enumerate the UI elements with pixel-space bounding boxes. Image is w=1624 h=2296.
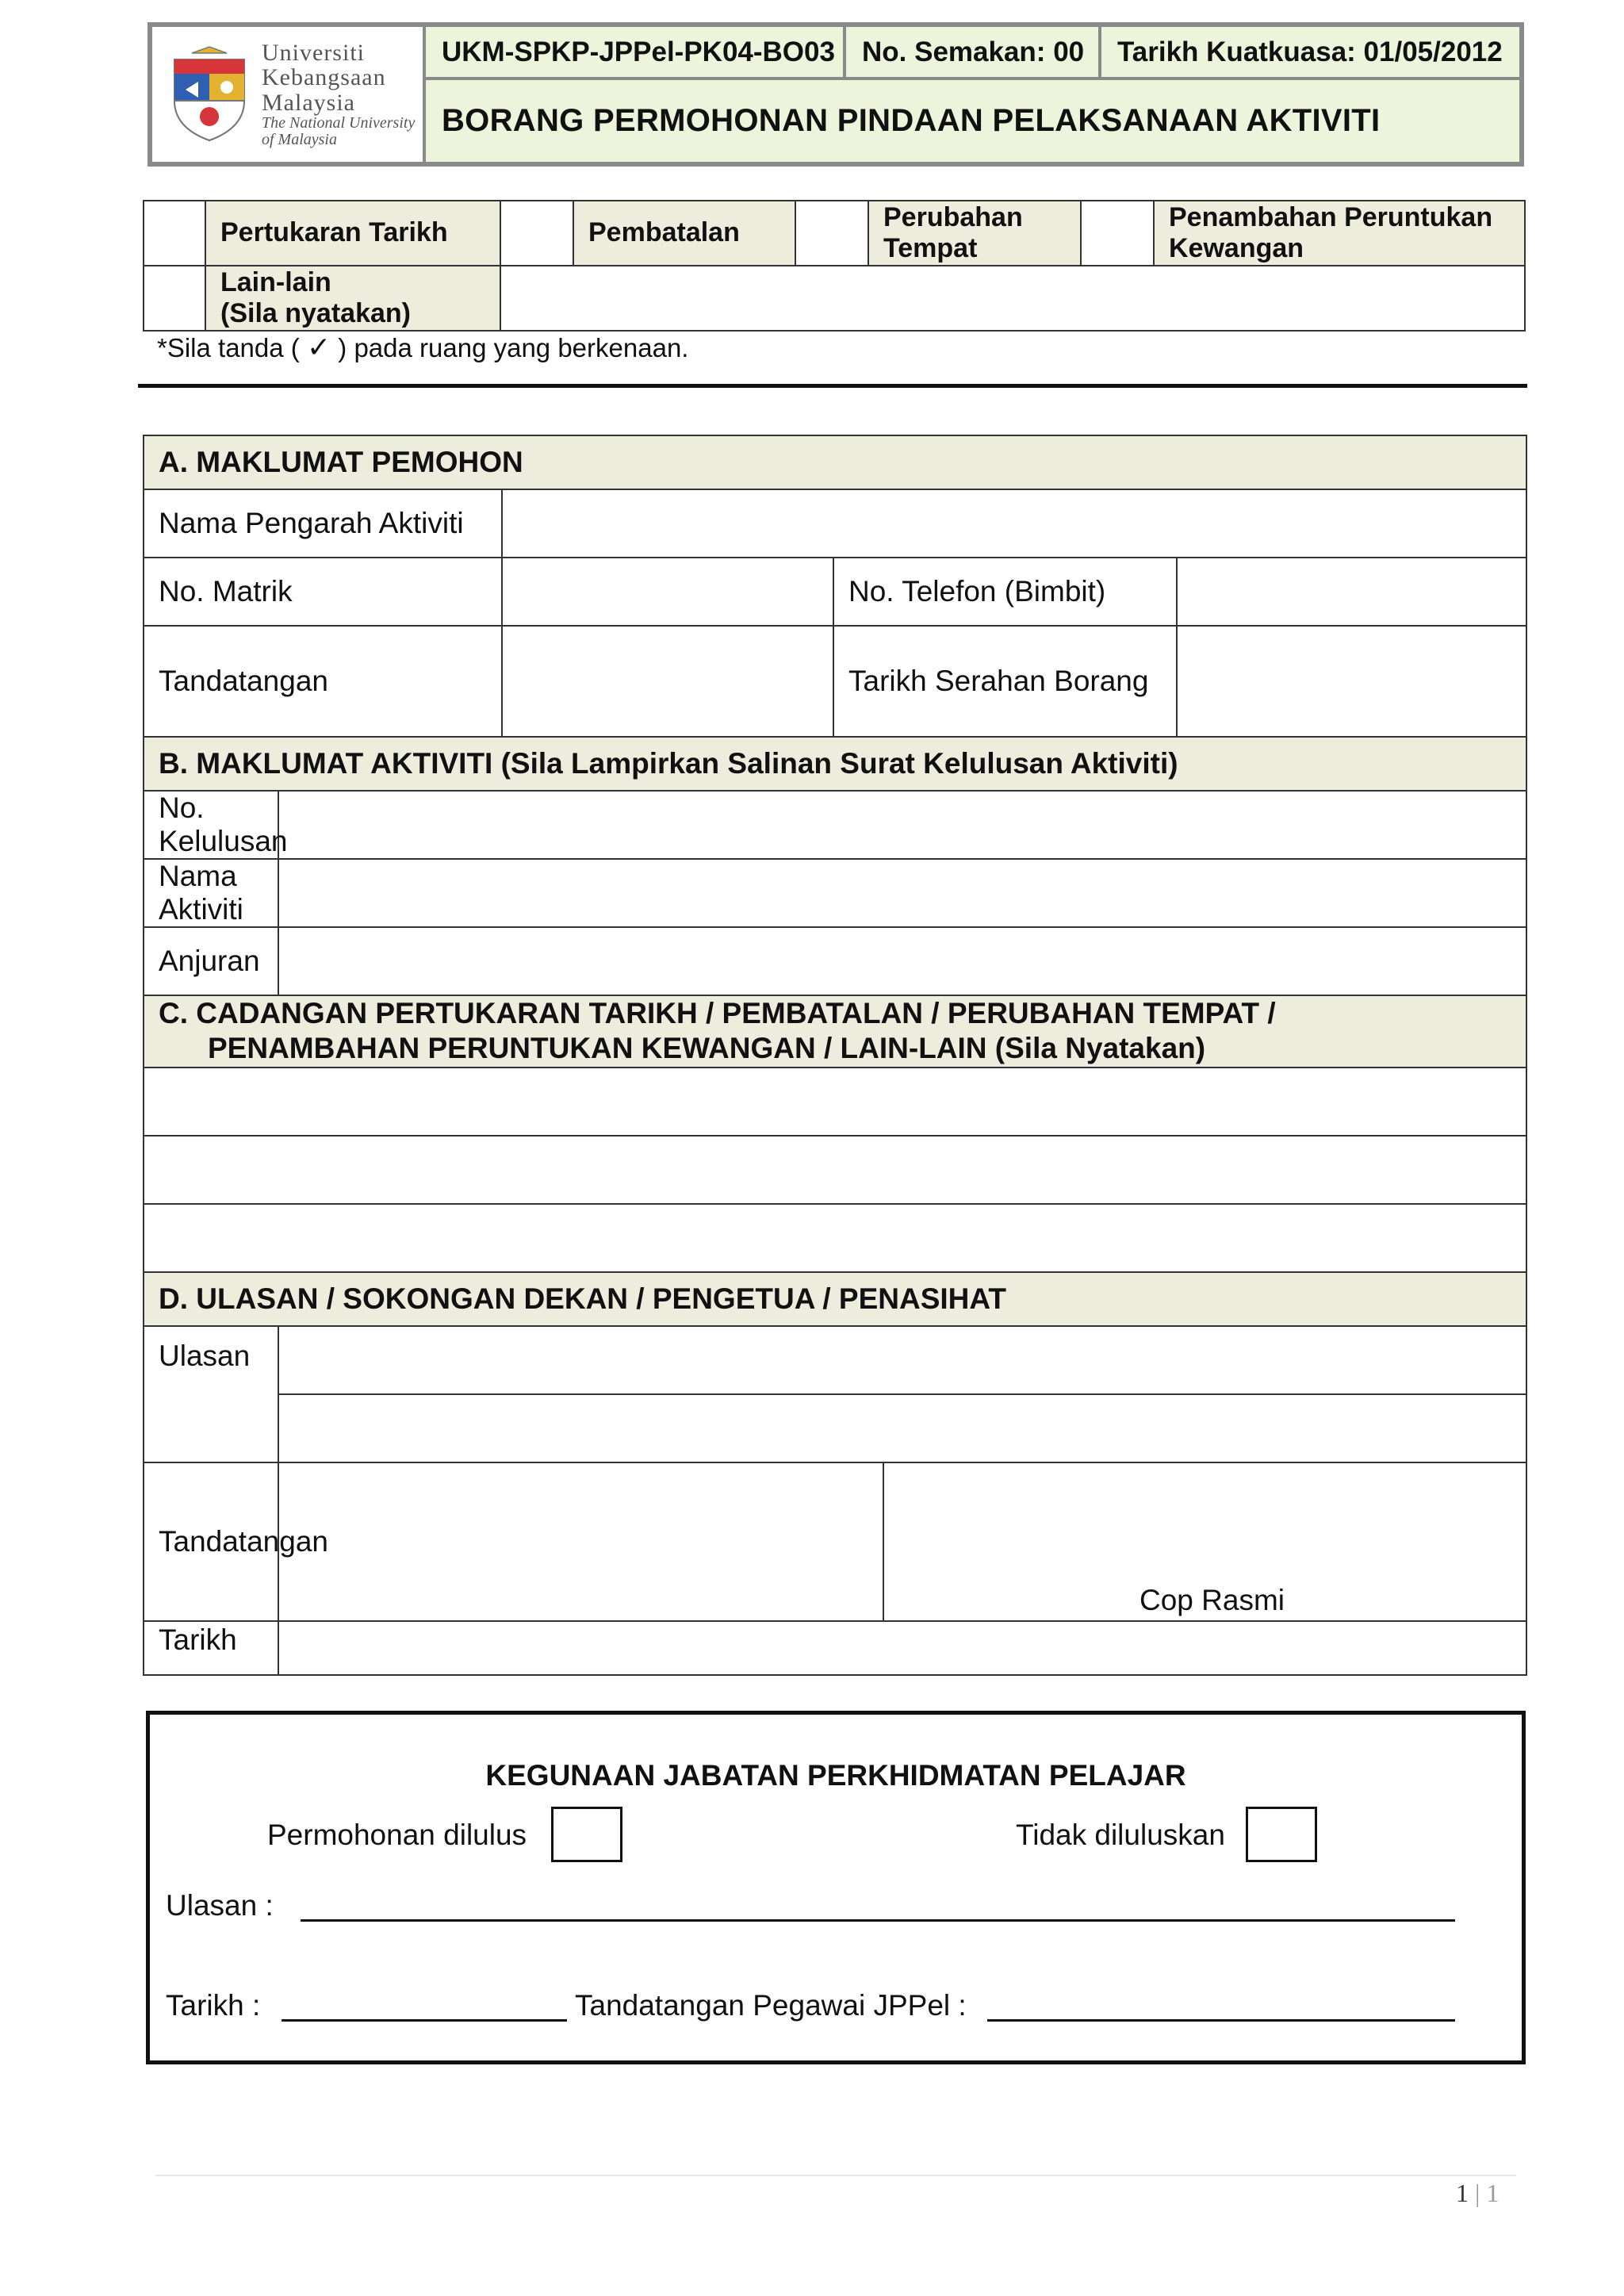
footer-rule	[155, 2175, 1516, 2176]
logo-university: Universiti	[262, 39, 365, 66]
logo-tagline-1: The National University	[262, 114, 416, 132]
cancellation-checkbox[interactable]	[500, 201, 573, 266]
section-b-title: B. MAKLUMAT AKTIVITI (Sila Lampirkan Salinan Surat Kelulusan Aktiviti)	[144, 737, 1526, 791]
applicant-signature-field[interactable]	[502, 626, 833, 737]
date-change-checkbox[interactable]	[144, 201, 205, 266]
organizer-field[interactable]	[278, 927, 1526, 995]
activity-name-field[interactable]	[278, 859, 1526, 927]
dean-review-label: Ulasan	[144, 1326, 278, 1462]
logo-kebangsaan: Kebangsaan	[262, 64, 386, 91]
dean-signature-label: Tandatangan	[144, 1462, 278, 1621]
venue-change-label-line2: Tempat	[883, 233, 978, 263]
checkmark-icon: ✓	[306, 332, 331, 364]
form-title: BORANG PERMOHONAN PINDAAN PELAKSANAAN AKTIVITI	[424, 79, 1522, 164]
official-stamp-label: Cop Rasmi	[1139, 1583, 1285, 1616]
others-label-line2: (Sila nyatakan)	[220, 298, 411, 328]
phone-field[interactable]	[1177, 558, 1526, 626]
date-change-label: Pertukaran Tarikh	[205, 201, 500, 266]
office-use-box	[146, 1711, 1526, 2064]
director-name-label: Nama Pengarah Aktiviti	[144, 489, 502, 558]
not-approved-checkbox[interactable]	[1246, 1807, 1317, 1862]
page-separator: |	[1469, 2179, 1487, 2207]
others-label	[205, 266, 500, 331]
official-stamp-field[interactable]	[883, 1462, 1526, 1621]
organizer-label: Anjuran	[144, 927, 278, 995]
office-use-title: KEGUNAAN JABATAN PERKHIDMATAN PELAJAR	[485, 1759, 1186, 1792]
page-total: 1	[1486, 2179, 1500, 2207]
section-divider	[138, 384, 1527, 388]
form-header	[147, 22, 1524, 167]
logo-tagline-2: of Malaysia	[262, 131, 337, 149]
matric-no-label: No. Matrik	[144, 558, 502, 626]
dean-date-label: Tarikh	[144, 1621, 278, 1675]
cancellation-label: Pembatalan	[573, 201, 795, 266]
approval-no-label: No. Kelulusan	[144, 791, 278, 859]
effective-date: Tarikh Kuatkuasa: 01/05/2012	[1100, 25, 1522, 79]
venue-change-label	[868, 201, 1081, 266]
section-a-title: A. MAKLUMAT PEMOHON	[144, 435, 1526, 489]
funding-increase-checkbox[interactable]	[1081, 201, 1154, 266]
dean-review-line-1[interactable]	[278, 1326, 1526, 1394]
section-c-title-line1: C. CADANGAN PERTUKARAN TARIKH / PEMBATALAN / PERUBAHAN TEMPAT /	[159, 997, 1276, 1029]
approved-label: Permohonan dilulus	[267, 1819, 527, 1851]
office-date-label: Tarikh :	[166, 1989, 261, 2022]
officer-signature-line[interactable]	[987, 2019, 1455, 2022]
note-before: *Sila tanda (	[157, 333, 300, 362]
matric-no-field[interactable]	[502, 558, 833, 626]
submit-date-field[interactable]	[1177, 626, 1526, 737]
proposal-line-1[interactable]	[144, 1068, 1526, 1136]
proposal-line-2[interactable]	[144, 1136, 1526, 1204]
approval-no-field[interactable]	[278, 791, 1526, 859]
funding-increase-label-line2: Kewangan	[1169, 233, 1304, 263]
dean-date-field[interactable]	[278, 1621, 1526, 1675]
venue-change-label-line1: Perubahan	[883, 201, 1023, 232]
approved-checkbox[interactable]	[551, 1807, 622, 1862]
section-c-title-line2: PENAMBAHAN PERUNTUKAN KEWANGAN / LAIN-LAIN (Sila Nyatakan)	[208, 1032, 1206, 1065]
dean-review-line-2[interactable]	[278, 1394, 1526, 1462]
officer-signature-label: Tandatangan Pegawai JPPel :	[575, 1989, 967, 2022]
others-specify-field[interactable]	[500, 266, 1525, 331]
director-name-field[interactable]	[502, 489, 1526, 558]
section-d-title: D. ULASAN / SOKONGAN DEKAN / PENGETUA / PENASIHAT	[144, 1272, 1526, 1326]
venue-change-checkbox[interactable]	[795, 201, 868, 266]
applicant-signature-label: Tandatangan	[144, 626, 502, 737]
office-review-line[interactable]	[301, 1919, 1455, 1922]
ukm-crest-icon	[168, 45, 251, 144]
funding-increase-label-line1: Penambahan Peruntukan	[1169, 201, 1493, 232]
others-label-line1: Lain-lain	[220, 266, 331, 297]
logo-cell	[150, 25, 424, 164]
dean-signature-field[interactable]	[278, 1462, 883, 1621]
amendment-type-table	[143, 200, 1526, 332]
phone-label: No. Telefon (Bimbit)	[833, 558, 1177, 626]
submit-date-label: Tarikh Serahan Borang	[833, 626, 1177, 737]
not-approved-label: Tidak diluluskan	[1016, 1819, 1225, 1851]
logo-malaysia: Malaysia	[262, 89, 355, 116]
section-c-title	[144, 995, 1526, 1068]
page-current: 1	[1456, 2179, 1469, 2207]
page-number	[1456, 2179, 1499, 2208]
revision-number: No. Semakan: 00	[845, 25, 1100, 79]
office-date-line[interactable]	[282, 2019, 567, 2022]
proposal-line-3[interactable]	[144, 1204, 1526, 1272]
main-form-table	[143, 435, 1527, 1676]
form-code: UKM-SPKP-JPPel-PK04-BO03	[424, 25, 845, 79]
others-checkbox[interactable]	[144, 266, 205, 331]
tick-instruction-note	[157, 332, 688, 364]
note-after: ) pada ruang yang berkenaan.	[338, 333, 689, 362]
office-review-label: Ulasan :	[166, 1889, 274, 1922]
funding-increase-label	[1154, 201, 1525, 266]
activity-name-label: Nama Aktiviti	[144, 859, 278, 927]
